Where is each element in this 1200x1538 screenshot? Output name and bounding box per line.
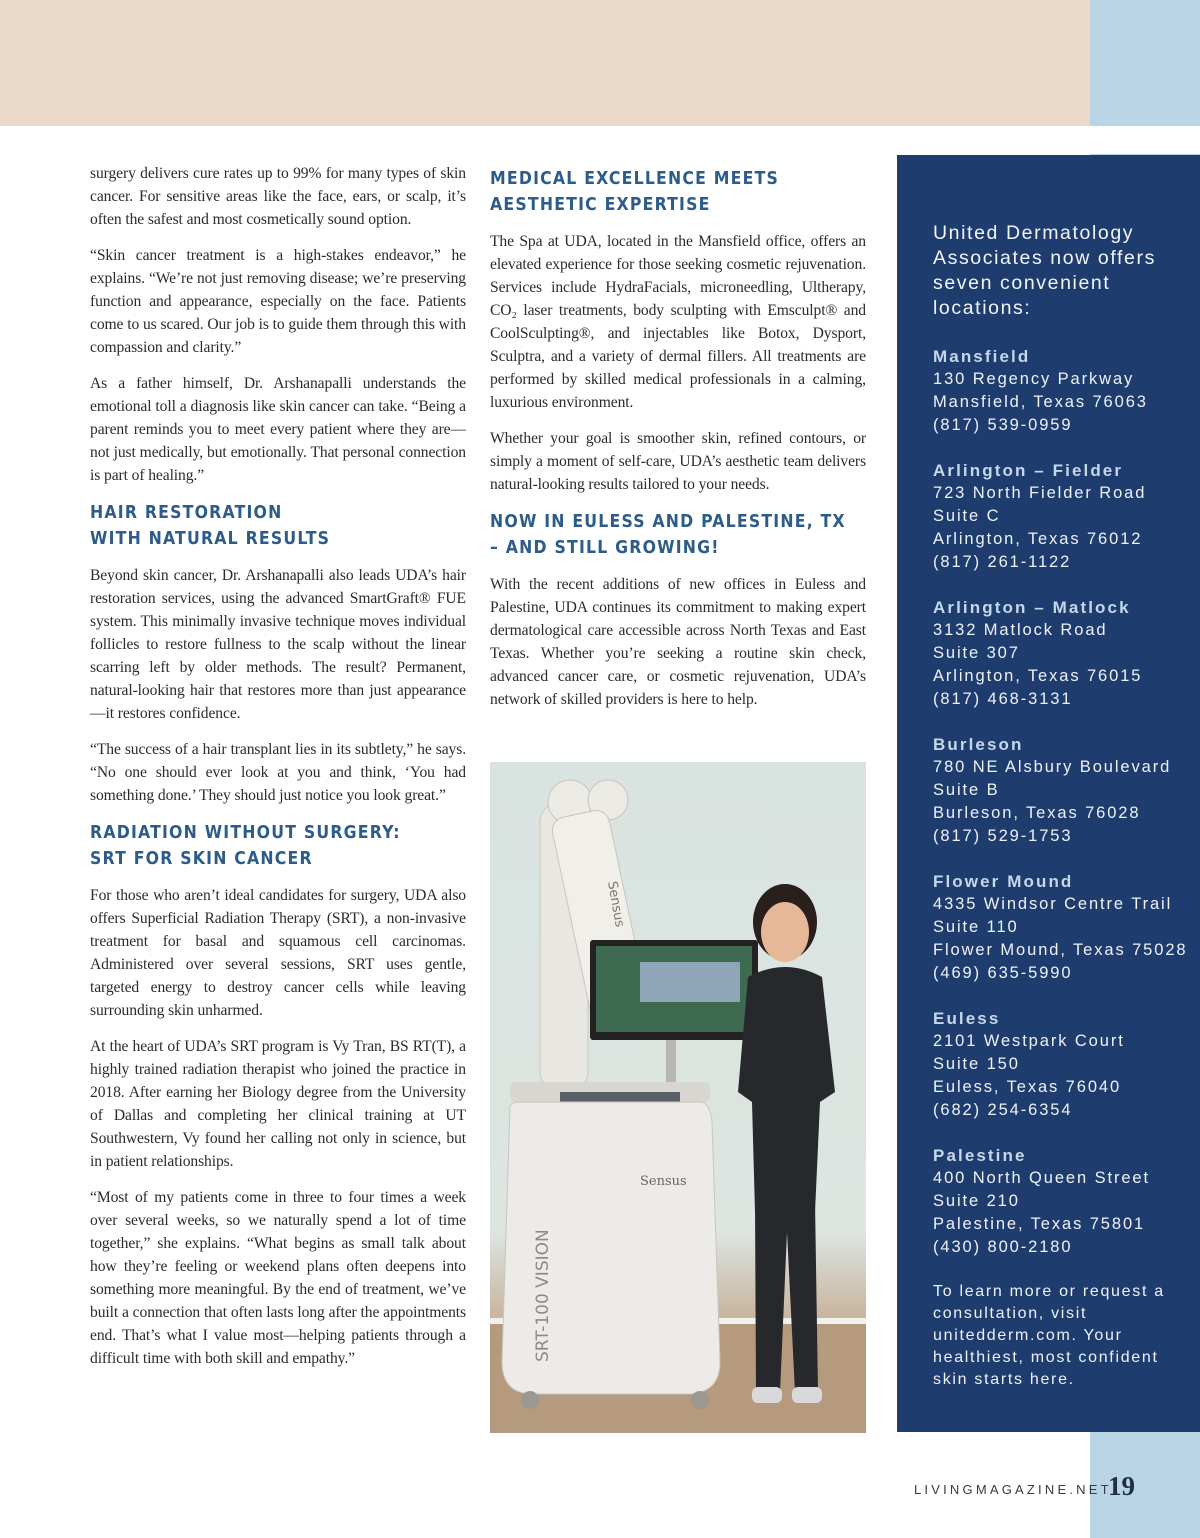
location-phone: (430) 800-2180 — [933, 1238, 1073, 1256]
section-heading-srt — [90, 820, 466, 872]
paragraph: “Most of my patients come in three to four times a week over several weeks, so we naturally spend a lot of time together,” she explains. “What begins as small talk about how they’re feeling or weekend plans often deepens into something more meaningful. By the end of treatment, we’ve built a connection that often lasts long after the appointments end. That’s what I value most—helping patients through a difficult time with both skill and empathy.” — [90, 1189, 466, 1367]
device-cabinet-brand: Sensus — [640, 1174, 687, 1189]
location-address: 2101 Westpark Court — [933, 1032, 1125, 1050]
photo-illustration — [490, 762, 866, 1433]
location-name: Palestine — [933, 1146, 1027, 1165]
location-flower-mound — [933, 870, 1193, 985]
location-mansfield — [933, 345, 1193, 437]
location-name: Arlington – Matlock — [933, 598, 1131, 617]
article-column-middle — [490, 162, 866, 724]
location-suite: Suite C — [933, 507, 1001, 525]
location-address: 780 NE Alsbury Boulevard — [933, 758, 1172, 776]
section-heading-hair-restoration — [90, 500, 466, 552]
monitor-panel — [640, 962, 740, 1002]
heading-line: SRT FOR SKIN CANCER — [90, 849, 313, 869]
location-name: Flower Mound — [933, 872, 1074, 891]
footer-website: LIVINGMAGAZINE.NET — [914, 1482, 1112, 1497]
page-number: 19 — [1108, 1471, 1135, 1501]
person-face — [761, 902, 809, 962]
location-city: Euless, Texas 76040 — [933, 1078, 1122, 1096]
paragraph: For those who aren’t ideal candidates for surgery, UDA also offers Superficial Radiation Therapy (SRT), a non-invasive treatment for basal and squamous cell carcinomas. Administered over several sessions, SRT uses gentle, targeted energy to destroy cancer cells while leaving surrounding skin unharmed. — [90, 887, 466, 1019]
location-name: Burleson — [933, 735, 1024, 754]
heading-line: NOW IN EULESS AND PALESTINE, TX — [490, 512, 846, 532]
heading-line: – AND STILL GROWING! — [490, 538, 720, 558]
location-burleson — [933, 733, 1193, 848]
location-phone: (682) 254-6354 — [933, 1101, 1073, 1119]
location-city: Burleson, Texas 76028 — [933, 804, 1141, 822]
location-city: Mansfield, Texas 76063 — [933, 393, 1148, 411]
device-wheel — [691, 1391, 709, 1409]
paragraph: “The success of a hair transplant lies in its subtlety,” he says. “No one should ever look at you and think, ‘You had something done.’ They should just notice you look great.” — [90, 741, 466, 804]
top-decorative-band — [0, 0, 1090, 126]
location-arlington-fielder — [933, 459, 1193, 574]
paragraph: “Skin cancer treatment is a high-stakes endeavor,” he explains. “We’re not just removing disease; we’re preserving function and appearance, especially on the face. Patients come to us scared. Our job is to guide them through this with compassion and clarity.” — [90, 247, 466, 356]
heading-line: WITH NATURAL RESULTS — [90, 529, 331, 549]
location-suite: Suite 210 — [933, 1192, 1020, 1210]
photo-srt-therapist — [490, 762, 866, 1433]
heading-line: RADIATION WITHOUT SURGERY: — [90, 823, 401, 843]
heading-line: MEDICAL EXCELLENCE MEETS — [490, 169, 780, 189]
sidebar-intro: United Dermatology Associates now offers seven convenient locations: — [933, 222, 1156, 319]
location-address: 3132 Matlock Road — [933, 621, 1108, 639]
paragraph: Whether your goal is smoother skin, refined contours, or simply a moment of self-care, UDA’s aesthetic team delivers natural-looking results tailored to your needs. — [490, 430, 866, 493]
person-shoe — [752, 1387, 782, 1403]
location-name: Arlington – Fielder — [933, 461, 1124, 480]
person-scrub-top — [738, 967, 835, 1212]
location-phone: (817) 468-3131 — [933, 690, 1073, 708]
location-name: Mansfield — [933, 347, 1031, 366]
location-suite: Suite 307 — [933, 644, 1020, 662]
location-city: Flower Mound, Texas 75028 — [933, 941, 1188, 959]
paragraph: surgery delivers cure rates up to 99% for many types of skin cancer. For sensitive areas like the face, ears, or scalp, it’s often the safest and most cosmetically sound option. — [90, 165, 466, 228]
location-palestine — [933, 1144, 1193, 1259]
device-arm-brand: Sensus — [604, 880, 627, 929]
paragraph: The Spa at UDA, located in the Mansfield office, offers an elevated experience for those seeking cosmetic rejuvenation. Services include HydraFacials, microneedling, Ultherapy, CO₂ laser treatments, body sculpting with Emsculpt® and CoolSculpting®, and injectables like Botox, Dysport, Sculptra, and a variety of dermal fillers. All treatments are performed by skilled medical professionals in a calming, luxurious environment. — [490, 233, 866, 411]
section-heading-medical-excellence — [490, 166, 866, 218]
paragraph: Beyond skin cancer, Dr. Arshanapalli also leads UDA’s hair restoration services, using the advanced SmartGraft® FUE system. This minimally invasive technique moves individual follicles to restore fullness to the scalp without the linear scarring left by older methods. The result? Permanent, natural-looking hair that restores more than just appearance—it restores confidence. — [90, 567, 466, 722]
section-heading-now-in-euless — [490, 509, 866, 561]
heading-line: AESTHETIC EXPERTISE — [490, 195, 711, 215]
location-address: 723 North Fielder Road — [933, 484, 1147, 502]
location-arlington-matlock — [933, 596, 1193, 711]
device-wheel — [521, 1391, 539, 1409]
heading-line: HAIR RESTORATION — [90, 503, 283, 523]
paragraph: At the heart of UDA’s SRT program is Vy Tran, BS RT(T), a highly trained radiation therapist who joined the practice in 2018. After earning her Biology degree from the University of Dallas and completing her clinical training at UT Southwestern, Vy found her calling not only in science, but in patient relationships. — [90, 1038, 466, 1170]
article-column-left — [90, 162, 466, 1383]
location-city: Palestine, Texas 75801 — [933, 1215, 1146, 1233]
band-gap — [1090, 126, 1200, 154]
location-suite: Suite 110 — [933, 918, 1019, 936]
person-shoe — [792, 1387, 822, 1403]
location-suite: Suite B — [933, 781, 1000, 799]
location-address: 130 Regency Parkway — [933, 370, 1135, 388]
location-city: Arlington, Texas 76015 — [933, 667, 1143, 685]
location-address: 400 North Queen Street — [933, 1169, 1150, 1187]
location-address: 4335 Windsor Centre Trail — [933, 895, 1173, 913]
location-phone: (817) 539-0959 — [933, 416, 1073, 434]
paragraph: With the recent additions of new offices in Euless and Palestine, UDA continues its commitment to making expert dermatological care accessible across North Texas and East Texas. Whether you’re seeking a routine skin check, advanced cancer care, or cosmetic rejuvenation, UDA’s network of skilled providers is here to help. — [490, 576, 866, 708]
location-euless — [933, 1007, 1193, 1122]
location-suite: Suite 150 — [933, 1055, 1020, 1073]
locations-sidebar — [897, 155, 1200, 1432]
location-city: Arlington, Texas 76012 — [933, 530, 1143, 548]
device-model-label: SRT-100 VISION — [533, 1229, 553, 1362]
location-phone: (469) 635-5990 — [933, 964, 1073, 982]
location-name: Euless — [933, 1009, 1001, 1028]
location-phone: (817) 261-1122 — [933, 553, 1072, 571]
paragraph: As a father himself, Dr. Arshanapalli understands the emotional toll a diagnosis like skin cancer can take. “Being a parent reminds you to meet every patient where they are—not just medically, but emotionally. That personal connection is part of healing.” — [90, 375, 466, 484]
location-phone: (817) 529-1753 — [933, 827, 1073, 845]
sidebar-outro: To learn more or request a consultation, visit unitedderm.com. Your healthiest, most confident skin starts here. — [933, 1283, 1165, 1388]
